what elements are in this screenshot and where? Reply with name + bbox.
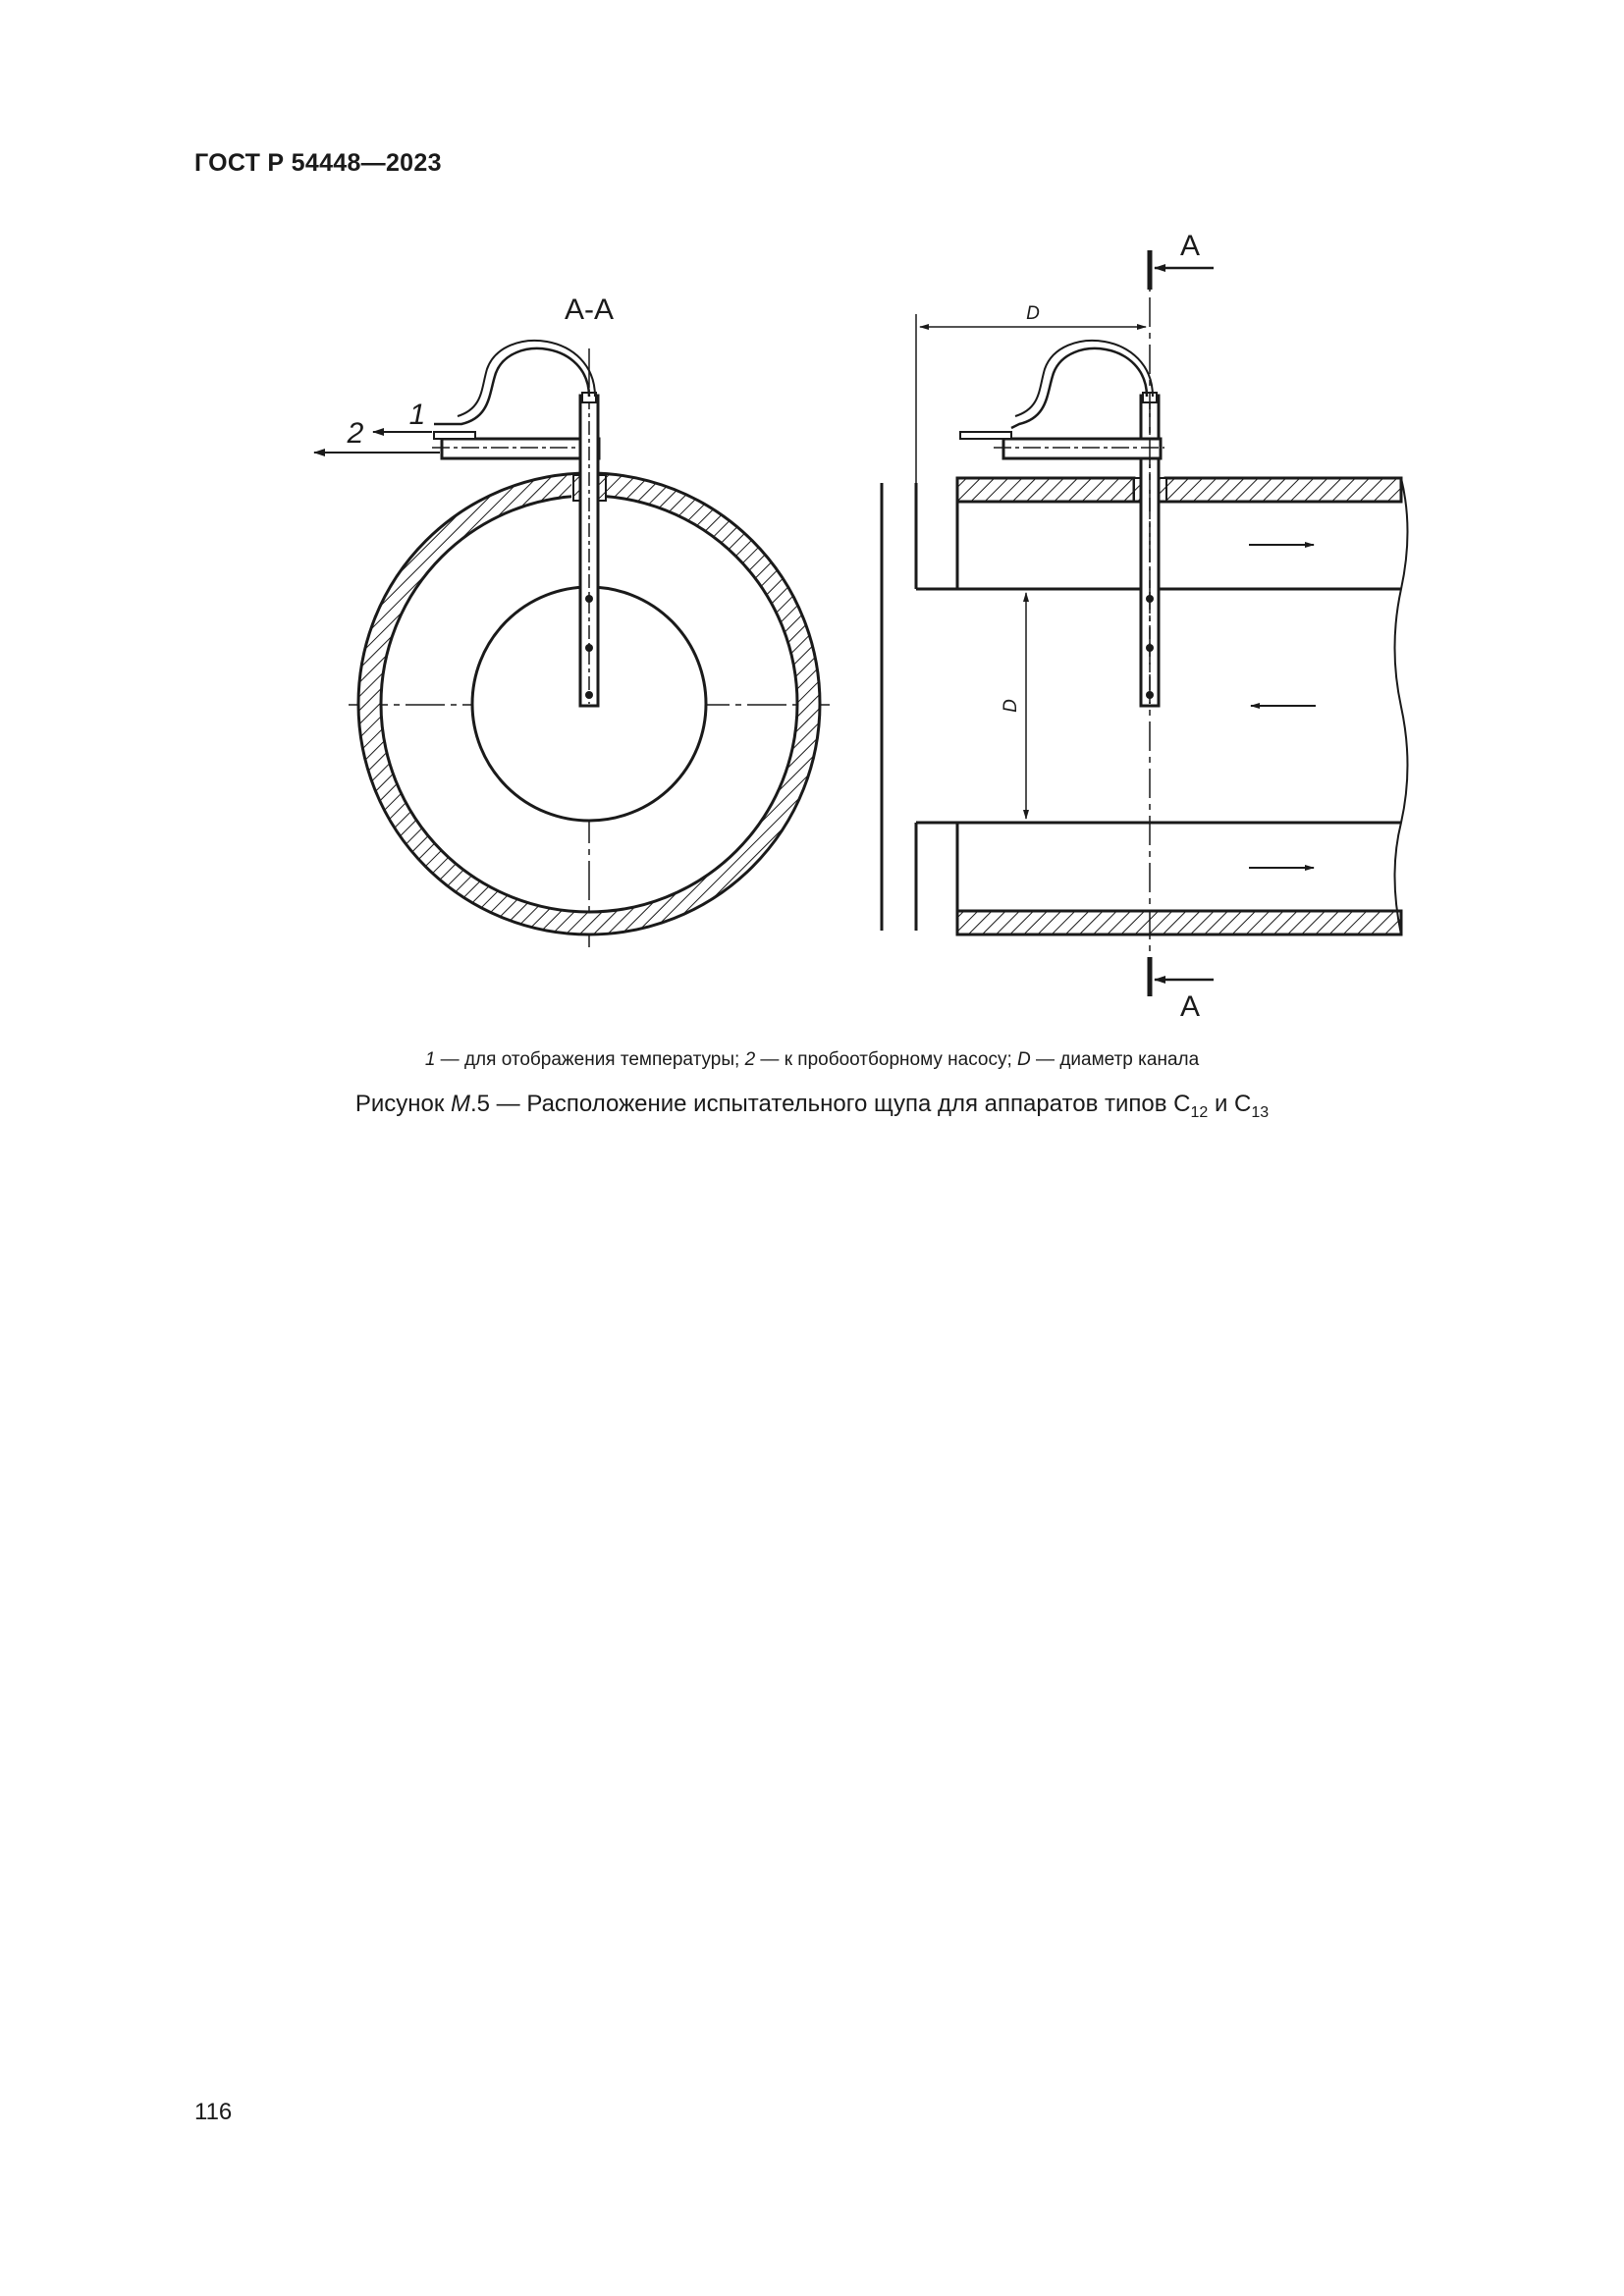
caption-fig-letter: М [451, 1091, 470, 1117]
caption-prefix: Рисунок [354, 1091, 451, 1117]
caption-sub1: 12 [1190, 1104, 1209, 1121]
outer-wall-top [1165, 478, 1401, 502]
longitudinal-view [882, 250, 1408, 996]
thermocouple-line [434, 348, 589, 424]
figure-legend [0, 1049, 1624, 1071]
page-number: 116 [194, 2099, 233, 2125]
section-view [314, 341, 830, 947]
caption-sub2: 13 [1251, 1104, 1270, 1121]
dimension-label-top: D [1026, 303, 1040, 324]
probe-location-figure [0, 0, 1624, 1041]
legend-item3-sym: D [1017, 1049, 1031, 1070]
section-marker-bottom: А [1179, 990, 1201, 1023]
caption-mid: и С [1208, 1091, 1252, 1117]
outer-wall-bottom [957, 911, 1401, 934]
legend-item2-num: 2 [744, 1049, 756, 1070]
legend-item2-text: — к пробоотборному насосу; [755, 1049, 1018, 1070]
break-line [1395, 478, 1408, 934]
legend-item1-text: — для отображения температуры; [435, 1049, 745, 1070]
callout-1: 1 [408, 399, 426, 431]
standard-header: ГОСТ Р 54448—2023 [194, 149, 442, 177]
legend-item3-text: — диаметр канала [1030, 1049, 1200, 1070]
caption-fig-rest: .5 — Расположение испытательного щупа для аппаратов типов С [470, 1091, 1191, 1117]
dimension-label-side: D [1001, 699, 1021, 713]
figure-caption [0, 1091, 1624, 1122]
section-marker-top: А [1179, 230, 1201, 262]
section-label: А-А [564, 294, 615, 326]
legend-item1-num: 1 [424, 1049, 436, 1070]
mounting-flange [442, 439, 599, 458]
callout-2: 2 [347, 417, 364, 450]
